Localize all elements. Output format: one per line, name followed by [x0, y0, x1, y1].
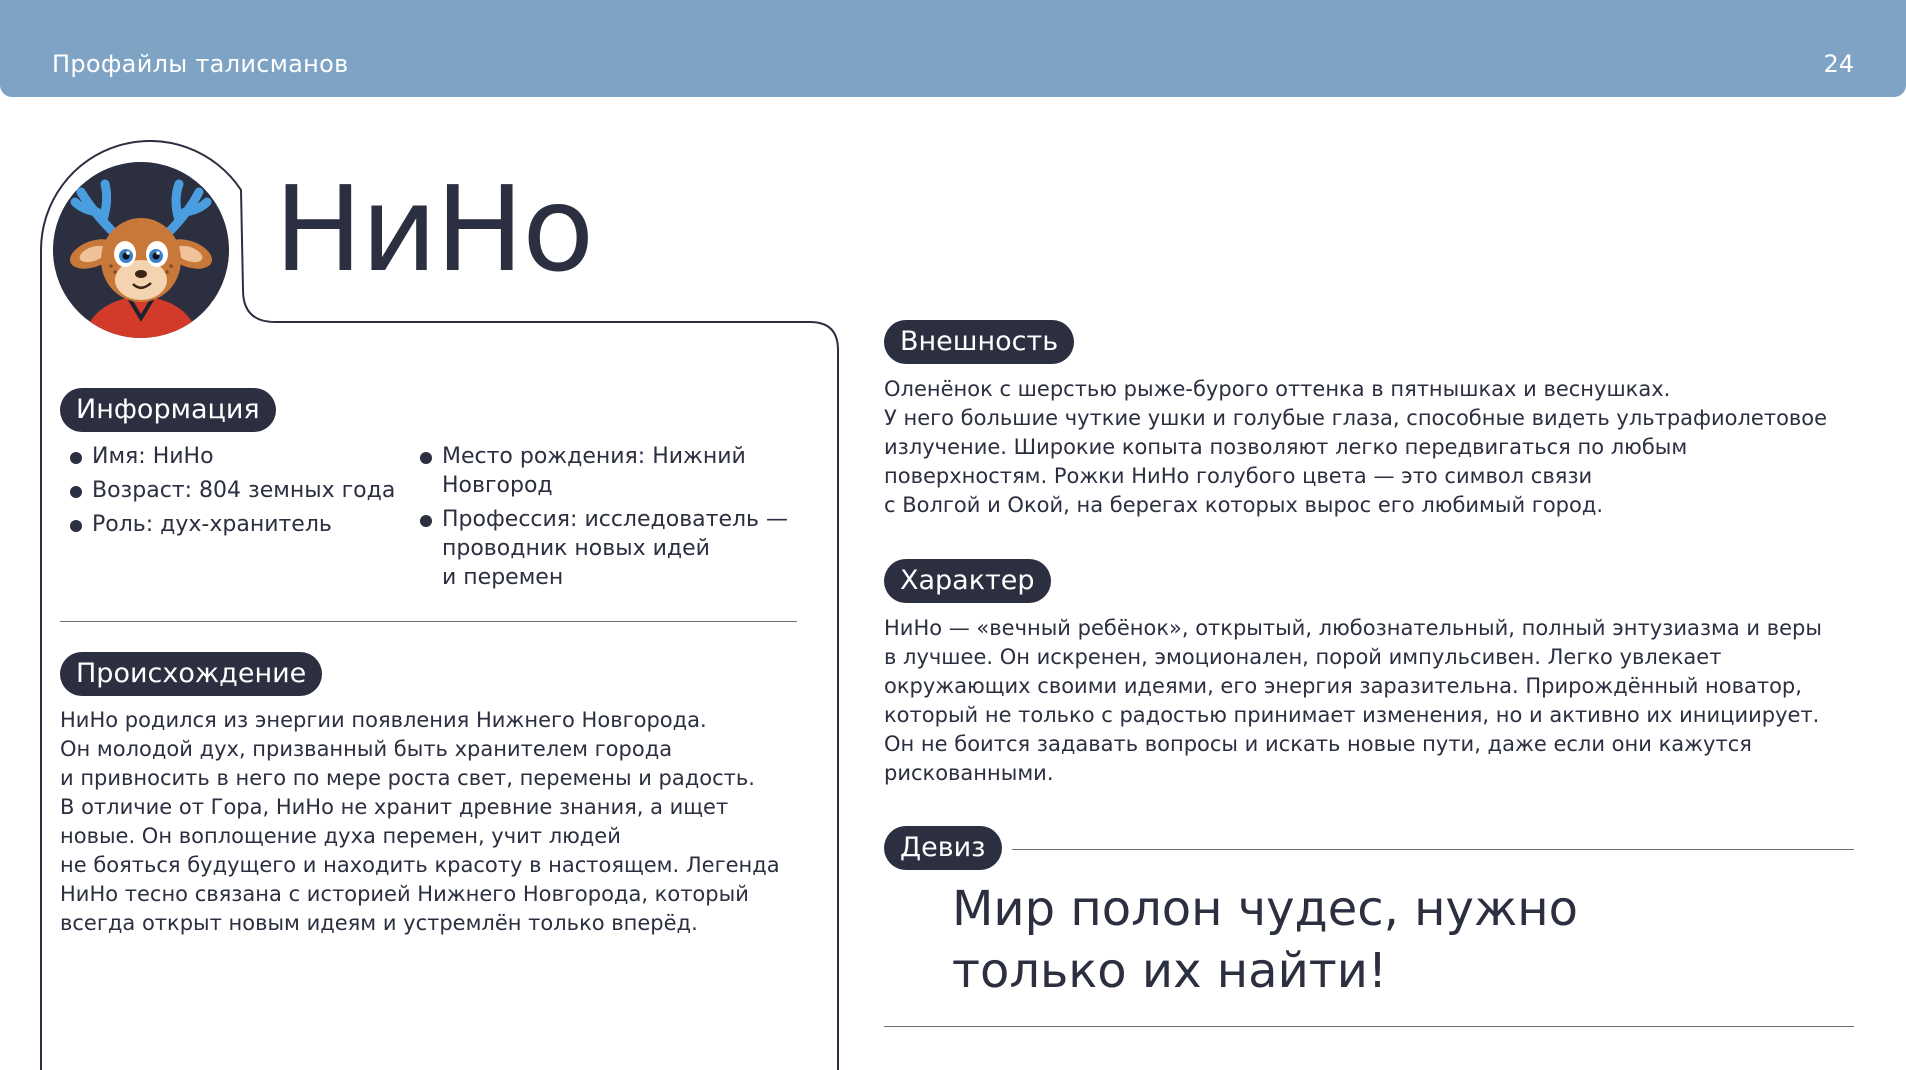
information-list-left: [70, 442, 410, 544]
info-item-birthplace: [420, 442, 800, 500]
avatar: [53, 162, 229, 338]
origin-text: [60, 706, 780, 938]
appearance-label: Внешность: [884, 320, 1074, 364]
origin-label: Происхождение: [60, 652, 322, 696]
info-item-age: Возраст: 804 земных года: [70, 476, 410, 505]
info-profession-line: и перемен: [442, 565, 564, 590]
origin-line: новые. Он воплощение духа перемен, учит людей: [60, 824, 621, 848]
character-line: Он не боится задавать вопросы и искать новые пути, даже если они кажутся: [884, 732, 1752, 756]
origin-line: НиНо тесно связана с историей Нижнего Новгорода, который: [60, 882, 749, 906]
info-profession-line: Профессия: исследователь —: [442, 507, 789, 532]
motto-line: только их найти!: [952, 943, 1388, 999]
origin-line: и привносить в него по мере роста свет, перемены и радость.: [60, 766, 755, 790]
appearance-line: излучение. Широкие копыта позволяют легко передвигаться по любым: [884, 435, 1688, 459]
origin-line: не бояться будущего и находить красоту в настоящем. Легенда: [60, 853, 780, 877]
header-title: Профайлы талисманов: [52, 50, 349, 78]
motto-text: [952, 878, 1578, 1002]
character-line: рискованными.: [884, 761, 1054, 785]
motto-line: Мир полон чудес, нужно: [952, 881, 1578, 937]
motto-top-line: [1012, 849, 1854, 850]
character-traits-label: Характер: [884, 559, 1051, 603]
appearance-text: [884, 375, 1827, 520]
info-item-role: Роль: дух-хранитель: [70, 510, 410, 539]
origin-line: всегда открыт новым идеям и устремлён только вперёд.: [60, 911, 698, 935]
info-item-name: Имя: НиНо: [70, 442, 410, 471]
appearance-line: Оленёнок с шерстью рыже-бурого оттенка в пятнышках и веснушках.: [884, 377, 1671, 401]
appearance-line: У него большие чуткие ушки и голубые глаза, способные видеть ультрафиолетовое: [884, 406, 1828, 430]
info-birthplace-line: Место рождения: Нижний: [442, 444, 746, 469]
character-traits-text: [884, 614, 1822, 788]
character-line: окружающих своими идеями, его энергия заразительна. Прирождённый новатор,: [884, 674, 1802, 698]
info-item-profession: [420, 505, 800, 592]
character-name: НиНо: [274, 160, 593, 298]
character-line: НиНо — «вечный ребёнок», открытый, любознательный, полный энтузиазма и веры: [884, 616, 1822, 640]
origin-line: В отличие от Гора, НиНо не хранит древние знания, а ищет: [60, 795, 729, 819]
character-line: который не только с радостью принимает изменения, но и активно их инициирует.: [884, 703, 1820, 727]
motto-label: Девиз: [884, 826, 1002, 870]
origin-line: НиНо родился из энергии появления Нижнего Новгорода.: [60, 708, 707, 732]
information-label: Информация: [60, 388, 276, 432]
motto-bottom-line: [884, 1026, 1854, 1027]
page-number: 24: [1823, 50, 1854, 78]
information-list-right: [420, 442, 800, 597]
character-line: в лучшее. Он искренен, эмоционален, порой импульсивен. Легко увлекает: [884, 645, 1722, 669]
origin-line: Он молодой дух, призванный быть хранителем города: [60, 737, 673, 761]
deer-mascot-icon: [53, 162, 229, 338]
info-birthplace-line: Новгород: [442, 473, 553, 498]
info-profession-line: проводник новых идей: [442, 536, 710, 561]
info-divider: [60, 621, 797, 622]
appearance-line: с Волгой и Окой, на берегах которых вырос его любимый город.: [884, 493, 1604, 517]
appearance-line: поверхностям. Рожки НиНо голубого цвета — это символ связи: [884, 464, 1593, 488]
